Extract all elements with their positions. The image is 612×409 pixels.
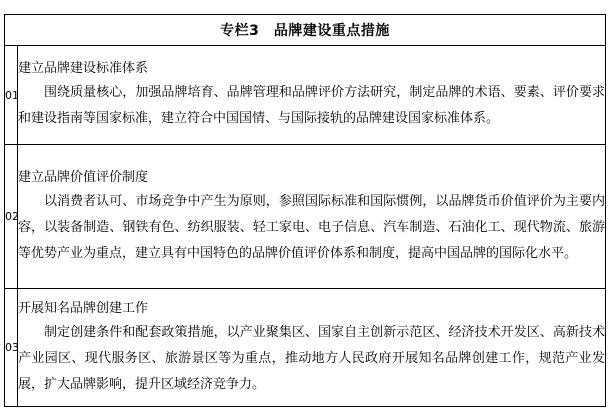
section-row-3 [5,289,606,407]
section-heading-1: 建立品牌建设标准体系 [18,61,149,76]
section-row-2 [5,145,606,289]
table-title: 专栏3 品牌建设重点措施 [5,15,606,46]
section-heading-3: 开展知名品牌创建工作 [18,300,149,316]
section-number-1: 01 [5,46,18,145]
section-body-1: 围绕质量核心，加强品牌培育、品牌管理和品牌评价方法研究，制定品牌的术语、要素、评价要求和建设指南等国家标准，建立符合中国国情、与国际接轨的品牌建设国家标准体系。 [18,85,605,126]
section-heading-2: 建立品牌价值评价制度 [18,169,149,185]
measures-table [4,14,606,407]
section-content-1 [18,46,606,145]
section-body-3: 制定创建条件和配套政策措施，以产业聚集区、国家自主创新示范区、经济技术开发区、高新技术产业园区、现代服务区、旅游景区等为重点，推动地方人民政府开展知名品牌创建工作，规范产业发展，扩大品牌影响，提升区域经济竞争力。 [18,324,605,392]
section-number-2: 02 [5,145,18,289]
section-number-3: 03 [5,289,18,407]
title-row [5,15,606,46]
section-body-2: 以消费者认可、市场竞争中产生为原则，参照国际标准和国际惯例，以品牌货币价值评价为主要内容，以装备制造、钢铁有色、纺织服装、轻工家电、电子信息、汽车制造、石油化工、现代物流、旅游等优势产业为重点，建立具有中国特色的品牌价值评价体系和制度，提高中国品牌的国际化水平。 [18,193,605,261]
section-content-2 [18,145,606,289]
section-content-3 [18,289,606,407]
section-row-1 [5,46,606,145]
